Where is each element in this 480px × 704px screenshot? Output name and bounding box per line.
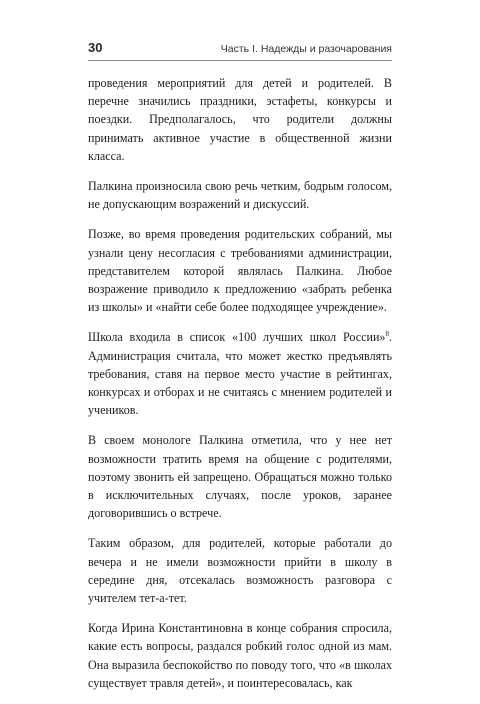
paragraph-2: Палкина произносила свою речь четким, бодрым голосом, не допускающим возражений и дискуссий. xyxy=(88,179,392,212)
paragraph-4: Школа входила в список «100 лучших школ России»$^8$. Администрация считала, что может жестко предъявлять требования, ставя на первое место участие в рейтингах, конкурсах и отборах и не считаясь с мнением родителей и учеников. xyxy=(88,330,392,418)
paragraph-3: Позже, во время проведения родительских собраний, мы узнали цену несогласия с требованиями администрации, представителем которой являлась Палкина. Любое возражение приводило к предложению «забрать ребенка из школы» и «найти себе более подходящее учреждение». xyxy=(88,227,392,315)
paragraph-1: проведения мероприятий для детей и родителей. В перечне значились праздники, эстафеты, конкурсы и поездки. Предполагалось, что родители должны принимать активное участие в общественной жизни класса. xyxy=(88,76,392,163)
paragraph-4-rest: Администрация считала, что может жестко предъявлять требования, ставя на первое место участие в рейтингах, конкурсах и отборах и не считаясь с мнением родителей и учеников. xyxy=(88,348,392,418)
body-text xyxy=(88,74,392,704)
paragraph-4-lead: Школа входила в список «100 лучших школ России» xyxy=(88,330,386,345)
footnote-ref[interactable]: 8 xyxy=(385,330,389,339)
running-title: Часть I. Надежды и разочарования xyxy=(220,43,392,55)
page-header xyxy=(88,40,392,55)
paragraph-5: В своем монологе Палкина отметила, что у нее нет возможности тратить время на общение с родителями, поэтому звонить ей запрещено. Обращаться можно только в исключительных случаях, после уроков, заранее договорившись о встрече. xyxy=(88,433,392,521)
page-number: 30 xyxy=(88,40,103,55)
paragraph-6: Таким образом, для родителей, которые работали до вечера и не имели возможности прийти в школу в середине дня, отсекалась возможность разговора с учителем тет-а-тет. xyxy=(88,536,392,606)
header-rule xyxy=(88,60,392,61)
paragraph-7: Когда Ирина Константиновна в конце собрания спросила, какие есть вопросы, раздался робкий голос одной из мам. Она выразила беспокойство по поводу того, что «в школах существует травля детей», и поинтересовалась, как xyxy=(88,621,392,690)
